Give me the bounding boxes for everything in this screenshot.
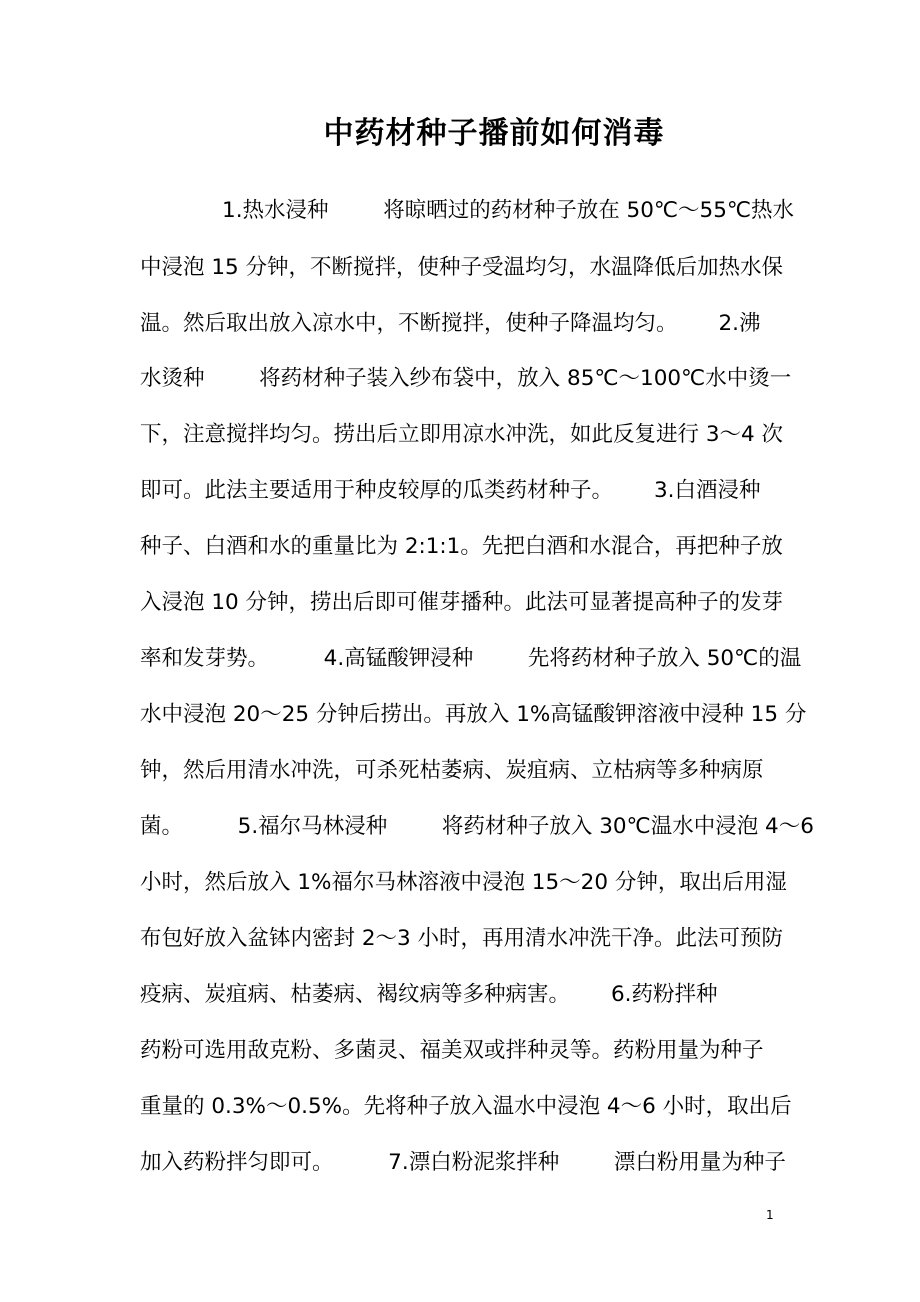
body-line-3: 温。然后取出放入凉水中，不断搅拌，使种子降温均匀。 2.沸 bbox=[140, 311, 761, 336]
body-line-5: 下，注意搅拌均匀。捞出后立即用凉水冲洗，如此反复进行 3～4 次 bbox=[140, 422, 784, 447]
body-line-15: 疫病、炭疽病、枯萎病、褐纹病等多种病害。 6.药粉拌种 bbox=[140, 982, 718, 1007]
body-line-4: 水烫种 将药材种子装入纱布袋中，放入 85℃～100℃水中烫一 bbox=[140, 366, 792, 391]
body-line-8: 入浸泡 10 分钟，捞出后即可催芽播种。此法可显著提高种子的发芽 bbox=[140, 590, 784, 615]
body-line-2: 中浸泡 15 分钟，不断搅拌，使种子受温均匀，水温降低后加热水保 bbox=[140, 255, 784, 280]
body-line-10: 水中浸泡 20～25 分钟后捞出。再放入 1%高锰酸钾溶液中浸种 15 分 bbox=[140, 702, 807, 727]
body-line-1: 1.热水浸种 将晾晒过的药材种子放在 50℃～55℃热水 bbox=[140, 198, 795, 223]
body-line-12: 菌。 5.福尔马林浸种 将药材种子放入 30℃温水中浸泡 4～6 bbox=[140, 814, 814, 839]
body-line-14: 布包好放入盆钵内密封 2～3 小时，再用清水冲洗干净。此法可预防 bbox=[140, 926, 784, 951]
body-line-11: 钟，然后用清水冲洗，可杀死枯萎病、炭疽病、立枯病等多种病原 bbox=[140, 758, 764, 783]
body-line-13: 小时，然后放入 1%福尔马林溶液中浸泡 15～20 分钟，取出后用湿 bbox=[140, 870, 787, 895]
body-line-7: 种子、白酒和水的重量比为 2:1:1。先把白酒和水混合，再把种子放 bbox=[140, 534, 783, 559]
body-line-17: 重量的 0.3%～0.5%。先将种子放入温水中浸泡 4～6 小时，取出后 bbox=[140, 1094, 792, 1119]
body-line-6: 即可。此法主要适用于种皮较厚的瓜类药材种子。 3.白酒浸种 bbox=[140, 478, 761, 503]
document-title: 中药材种子播前如何消毒 bbox=[323, 116, 665, 151]
body-line-16: 药粉可选用敌克粉、多菌灵、福美双或拌种灵等。药粉用量为种子 bbox=[140, 1038, 764, 1063]
body-line-18: 加入药粉拌匀即可。 7.漂白粉泥浆拌种 漂白粉用量为种子 bbox=[140, 1150, 786, 1175]
page-number: 1 bbox=[766, 1208, 774, 1222]
body-line-9: 率和发芽势。 4.高锰酸钾浸种 先将药材种子放入 50℃的温 bbox=[140, 646, 802, 671]
